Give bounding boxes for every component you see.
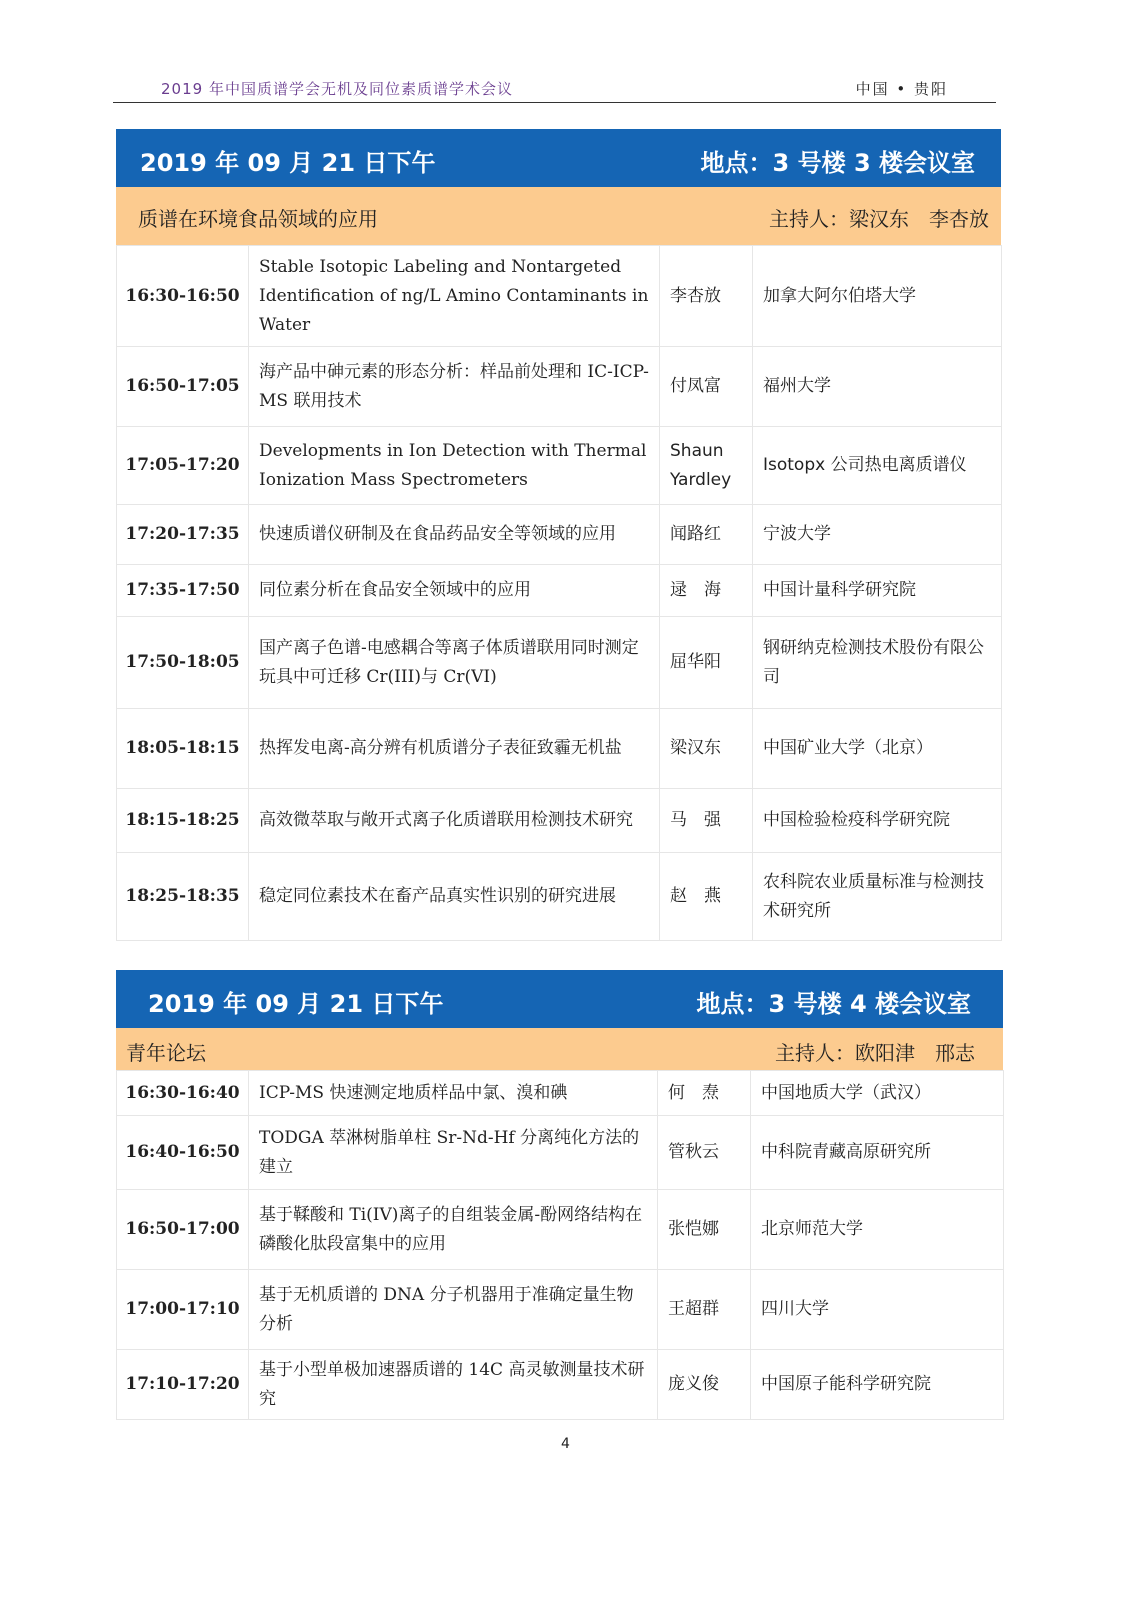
table-row <box>117 1270 1004 1350</box>
table-row <box>117 1350 1004 1420</box>
institution-cell: Isotopx 公司热电离质谱仪 <box>753 427 1002 505</box>
time-cell: 17:00-17:10 <box>117 1270 249 1350</box>
title-cell: TODGA 萃淋树脂单柱 Sr-Nd-Hf 分离纯化方法的建立 <box>249 1116 658 1190</box>
session-venue: 地点：3 号楼 3 楼会议室 <box>700 149 975 177</box>
session-banner <box>116 129 1001 187</box>
institution-cell: 北京师范大学 <box>751 1190 1004 1270</box>
title-cell: 基于无机质谱的 DNA 分子机器用于准确定量生物分析 <box>249 1270 658 1350</box>
speaker-cell: 何 焘 <box>658 1071 751 1116</box>
session-date: 2019 年 09 月 21 日下午 <box>140 149 436 177</box>
institution-cell: 中科院青藏高原研究所 <box>751 1116 1004 1190</box>
table-row <box>117 789 1002 853</box>
speaker-cell: 管秋云 <box>658 1116 751 1190</box>
speaker-cell: 马 强 <box>660 789 753 853</box>
conference-title: 2019 年中国质谱学会无机及同位素质谱学术会议 <box>161 80 513 98</box>
title-cell: 基于鞣酸和 Ti(IV)离子的自组装金属-酚网络结构在磷酸化肽段富集中的应用 <box>249 1190 658 1270</box>
page-number: 4 <box>561 1436 570 1452</box>
table-row <box>117 347 1002 427</box>
session-venue: 地点：3 号楼 4 楼会议室 <box>696 990 971 1018</box>
session-host: 主持人：欧阳津 邢志 <box>775 1041 975 1065</box>
speaker-cell: 赵 燕 <box>660 853 753 941</box>
institution-cell: 中国检验检疫科学研究院 <box>753 789 1002 853</box>
schedule-table <box>116 1070 1004 1420</box>
time-cell: 16:40-16:50 <box>117 1116 249 1190</box>
time-cell: 18:15-18:25 <box>117 789 249 853</box>
institution-cell: 福州大学 <box>753 347 1002 427</box>
title-cell: 同位素分析在食品安全领域中的应用 <box>249 565 660 617</box>
title-cell: 国产离子色谱-电感耦合等离子体质谱联用同时测定玩具中可迁移 Cr(III)与 Cr(VI) <box>249 617 660 709</box>
title-cell: 高效微萃取与敞开式离子化质谱联用检测技术研究 <box>249 789 660 853</box>
speaker-cell: 梁汉东 <box>660 709 753 789</box>
session-topic-bar <box>116 187 1001 245</box>
institution-cell: 宁波大学 <box>753 505 1002 565</box>
institution-cell: 四川大学 <box>751 1270 1004 1350</box>
page-header <box>113 74 996 103</box>
time-cell: 16:50-17:05 <box>117 347 249 427</box>
table-row <box>117 709 1002 789</box>
title-cell: 海产品中砷元素的形态分析：样品前处理和 IC-ICP-MS 联用技术 <box>249 347 660 427</box>
speaker-cell: 付凤富 <box>660 347 753 427</box>
speaker-cell: 李杏放 <box>660 246 753 347</box>
table-row <box>117 505 1002 565</box>
table-row <box>117 1116 1004 1190</box>
session-date: 2019 年 09 月 21 日下午 <box>148 990 444 1018</box>
time-cell: 18:25-18:35 <box>117 853 249 941</box>
title-cell: Developments in Ion Detection with Thermal Ionization Mass Spectrometers <box>249 427 660 505</box>
institution-cell: 中国矿业大学（北京） <box>753 709 1002 789</box>
time-cell: 18:05-18:15 <box>117 709 249 789</box>
speaker-cell: 庞义俊 <box>658 1350 751 1420</box>
session-banner <box>116 970 1003 1028</box>
time-cell: 17:50-18:05 <box>117 617 249 709</box>
speaker-cell: Shaun Yardley <box>660 427 753 505</box>
time-cell: 16:30-16:50 <box>117 246 249 347</box>
table-row <box>117 1071 1004 1116</box>
institution-cell: 钢研纳克检测技术股份有限公司 <box>753 617 1002 709</box>
speaker-cell: 闻路红 <box>660 505 753 565</box>
speaker-cell: 张恺娜 <box>658 1190 751 1270</box>
session-block <box>116 129 1001 941</box>
title-cell: 稳定同位素技术在畜产品真实性识别的研究进展 <box>249 853 660 941</box>
institution-cell: 中国计量科学研究院 <box>753 565 1002 617</box>
session-topic: 质谱在环境食品领域的应用 <box>138 207 378 231</box>
institution-cell: 中国原子能科学研究院 <box>751 1350 1004 1420</box>
speaker-cell: 逯 海 <box>660 565 753 617</box>
title-cell: 热挥发电离-高分辨有机质谱分子表征致霾无机盐 <box>249 709 660 789</box>
institution-cell: 加拿大阿尔伯塔大学 <box>753 246 1002 347</box>
table-row <box>117 246 1002 347</box>
institution-cell: 中国地质大学（武汉） <box>751 1071 1004 1116</box>
table-row <box>117 427 1002 505</box>
time-cell: 17:35-17:50 <box>117 565 249 617</box>
speaker-cell: 屈华阳 <box>660 617 753 709</box>
table-row <box>117 1190 1004 1270</box>
speaker-cell: 王超群 <box>658 1270 751 1350</box>
schedule-table <box>116 245 1002 941</box>
time-cell: 16:50-17:00 <box>117 1190 249 1270</box>
session-host: 主持人：梁汉东 李杏放 <box>769 207 989 231</box>
table-row <box>117 565 1002 617</box>
session-block <box>116 970 1003 1420</box>
title-cell: 基于小型单极加速器质谱的 14C 高灵敏测量技术研究 <box>249 1350 658 1420</box>
time-cell: 17:20-17:35 <box>117 505 249 565</box>
time-cell: 17:10-17:20 <box>117 1350 249 1420</box>
title-cell: 快速质谱仪研制及在食品药品安全等领域的应用 <box>249 505 660 565</box>
table-row <box>117 853 1002 941</box>
table-row <box>117 617 1002 709</box>
title-cell: Stable Isotopic Labeling and Nontargeted Identification of ng/L Amino Contaminants in Water <box>249 246 660 347</box>
time-cell: 17:05-17:20 <box>117 427 249 505</box>
session-topic-bar <box>116 1028 1003 1070</box>
time-cell: 16:30-16:40 <box>117 1071 249 1116</box>
session-topic: 青年论坛 <box>126 1041 206 1065</box>
title-cell: ICP-MS 快速测定地质样品中氯、溴和碘 <box>249 1071 658 1116</box>
institution-cell: 农科院农业质量标准与检测技术研究所 <box>753 853 1002 941</box>
conference-location: 中国 • 贵阳 <box>855 80 948 98</box>
